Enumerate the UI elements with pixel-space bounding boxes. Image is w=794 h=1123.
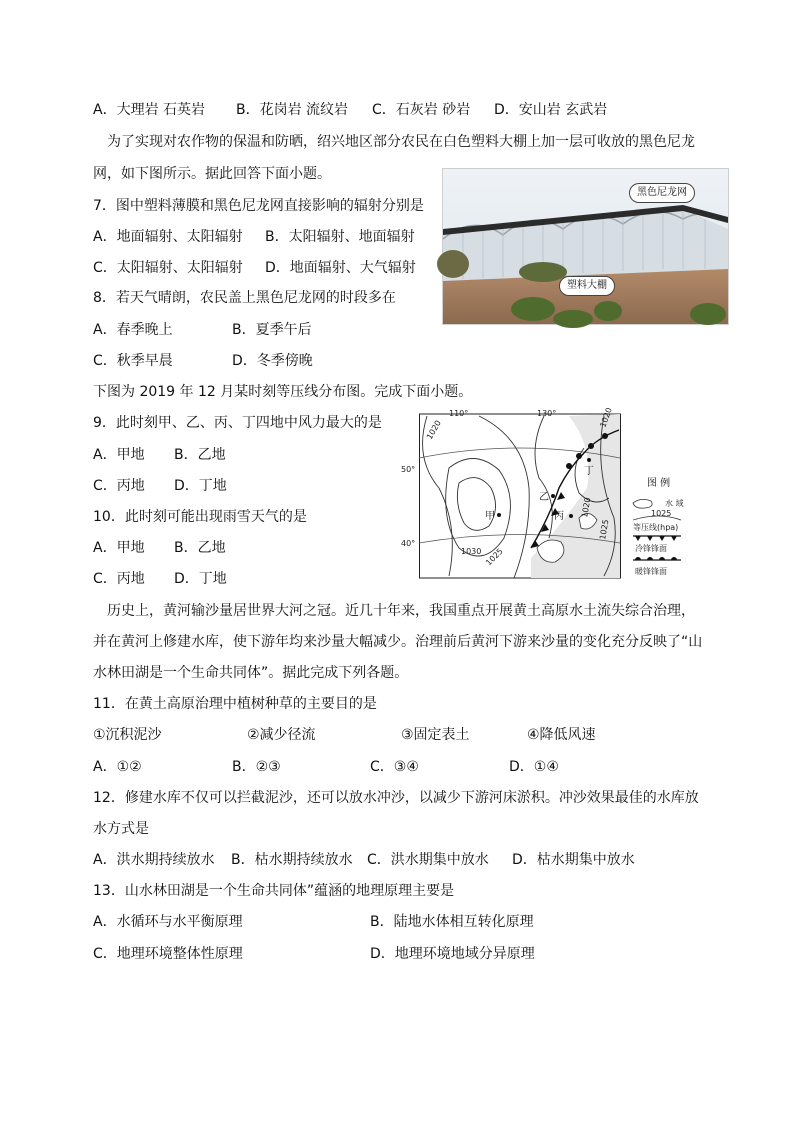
q6-option-d: D．安山岩 玄武岩 xyxy=(494,102,608,118)
q8-option-d: D．冬季傍晚 xyxy=(232,353,313,369)
q8-option-b: B．夏季午后 xyxy=(232,322,312,338)
point-ding xyxy=(587,458,591,462)
q6-option-c: C．石灰岩 砂岩 xyxy=(372,102,471,118)
map-isobar-1025: 1025 xyxy=(484,546,505,568)
point-yi xyxy=(551,494,555,498)
q7-option-c: C．太阳辐射、太阳辐射 xyxy=(93,260,243,276)
isobar-map-svg xyxy=(401,406,722,580)
q12-option-b: B．枯水期持续放水 xyxy=(231,852,353,868)
q10-option-c: C．丙地 xyxy=(93,571,145,587)
q6-option-a: A．大理岩 石英岩 xyxy=(93,102,206,118)
q7-option-b: B．太阳辐射、地面辐射 xyxy=(265,229,415,245)
isobar-map xyxy=(401,406,722,580)
q6-option-b: B．花岗岩 流纹岩 xyxy=(236,102,349,118)
passage1-line1: 为了实现对农作物的保温和防晒，绍兴地区部分农民在白色塑料大棚上加一层可收放的黑色尼龙 xyxy=(107,134,695,150)
q10-option-a: A．甲地 xyxy=(93,540,145,556)
q12-option-d: D．枯水期集中放水 xyxy=(512,852,635,868)
q11-item-4: ④降低风速 xyxy=(527,727,596,743)
q8-stem: 8．若天气晴朗，农民盖上黑色尼龙网的时段多在 xyxy=(93,290,396,306)
q13-option-d: D．地理环境地域分异原理 xyxy=(370,946,535,962)
q11-option-d: D．①④ xyxy=(509,759,559,775)
legend-isobar: 等压线(hpa) xyxy=(633,523,679,532)
photo-label-tent: 塑料大棚 xyxy=(559,276,615,296)
q11-stem: 11．在黄土高原治理中植树种草的主要目的是 xyxy=(93,696,377,712)
passage3-line3: 水林田湖是一个生命共同体”。据此完成下列各题。 xyxy=(93,665,409,681)
map-lon-110: 110° xyxy=(449,409,469,418)
q9-option-b: B．乙地 xyxy=(174,447,226,463)
q13-option-b: B．陆地水体相互转化原理 xyxy=(370,914,534,930)
q9-stem: 9．此时刻甲、乙、丙、丁四地中风力最大的是 xyxy=(93,415,382,431)
q12-stem-line1: 12．修建水库不仅可以拦截泥沙，还可以放水冲沙，以减少下游河床淤积。冲沙效果最佳的水库放 xyxy=(93,790,699,806)
q13-option-c: C．地理环境整体性原理 xyxy=(93,946,243,962)
map-isobar-1020b: 1020 xyxy=(580,496,593,519)
q9-option-a: A．甲地 xyxy=(93,447,145,463)
q7-stem: 7．图中塑料薄膜和黑色尼龙网直接影响的辐射分别是 xyxy=(93,198,424,214)
q9-option-d: D．丁地 xyxy=(174,478,227,494)
q10-option-d: D．丁地 xyxy=(174,571,227,587)
q11-option-a: A．①② xyxy=(93,759,142,775)
point-bing xyxy=(569,514,573,518)
q8-option-a: A．春季晚上 xyxy=(93,322,173,338)
map-place-yi: 乙 xyxy=(539,492,549,503)
q10-stem: 10．此时刻可能出现雨雪天气的是 xyxy=(93,509,307,525)
map-lat-50: 50° xyxy=(401,465,416,474)
map-place-jia: 甲 xyxy=(485,511,495,522)
photo-label-net: 黑色尼龙网 xyxy=(629,183,695,203)
map-isobar-1020: 1020 xyxy=(424,418,443,441)
q7-option-d: D．地面辐射、大气辐射 xyxy=(265,260,416,276)
legend-isobar-value: 1025 xyxy=(651,509,672,518)
q7-option-a: A．地面辐射、太阳辐射 xyxy=(93,229,243,245)
q11-item-1: ①沉积泥沙 xyxy=(93,727,162,743)
q13-stem: 13．山水林田湖是一个生命共同体”蕴涵的地理原理主要是 xyxy=(93,883,455,899)
map-place-ding: 丁 xyxy=(584,466,594,477)
passage3-line2: 并在黄河上修建水库，使下游年均来沙量大幅减少。治理前后黄河下游来沙量的变化充分反映了“山 xyxy=(93,634,703,650)
map-lat-40: 40° xyxy=(401,539,416,548)
map-lon-130: 130° xyxy=(537,409,557,418)
greenhouse-photo xyxy=(442,168,729,325)
q13-option-a: A．水循环与水平衡原理 xyxy=(93,914,243,930)
passage2-line1: 下图为 2019 年 12 月某时刻等压线分布图。完成下面小题。 xyxy=(93,384,473,400)
passage1-line2: 网，如下图所示。据此回答下面小题。 xyxy=(93,166,331,182)
map-isobar-1020c: 1020 xyxy=(598,406,614,429)
map-place-bing: 丙 xyxy=(554,511,564,522)
passage3-line1: 历史上，黄河输沙量居世界大河之冠。近几十年来，我国重点开展黄土高原水土流失综合治理， xyxy=(107,603,695,619)
point-jia xyxy=(497,513,501,517)
q11-item-2: ②减少径流 xyxy=(247,727,316,743)
q9-option-c: C．丙地 xyxy=(93,478,145,494)
q8-option-c: C．秋季早晨 xyxy=(93,353,173,369)
q12-option-a: A．洪水期持续放水 xyxy=(93,852,215,868)
q12-option-c: C．洪水期集中放水 xyxy=(367,852,489,868)
legend-title: 图 例 xyxy=(647,478,671,489)
map-isobar-1025b: 1025 xyxy=(598,518,611,541)
q10-option-b: B．乙地 xyxy=(174,540,226,556)
legend-warm: 暖锋锋面 xyxy=(635,567,667,576)
q11-option-c: C．③④ xyxy=(370,759,419,775)
q11-item-3: ③固定表土 xyxy=(401,727,470,743)
legend-cold: 冷锋锋面 xyxy=(635,544,667,553)
q12-stem-line2: 水方式是 xyxy=(93,821,149,837)
q11-option-b: B．②③ xyxy=(232,759,281,775)
map-isobar-1030: 1030 xyxy=(461,547,482,556)
legend-water: 水 域 xyxy=(665,499,684,508)
